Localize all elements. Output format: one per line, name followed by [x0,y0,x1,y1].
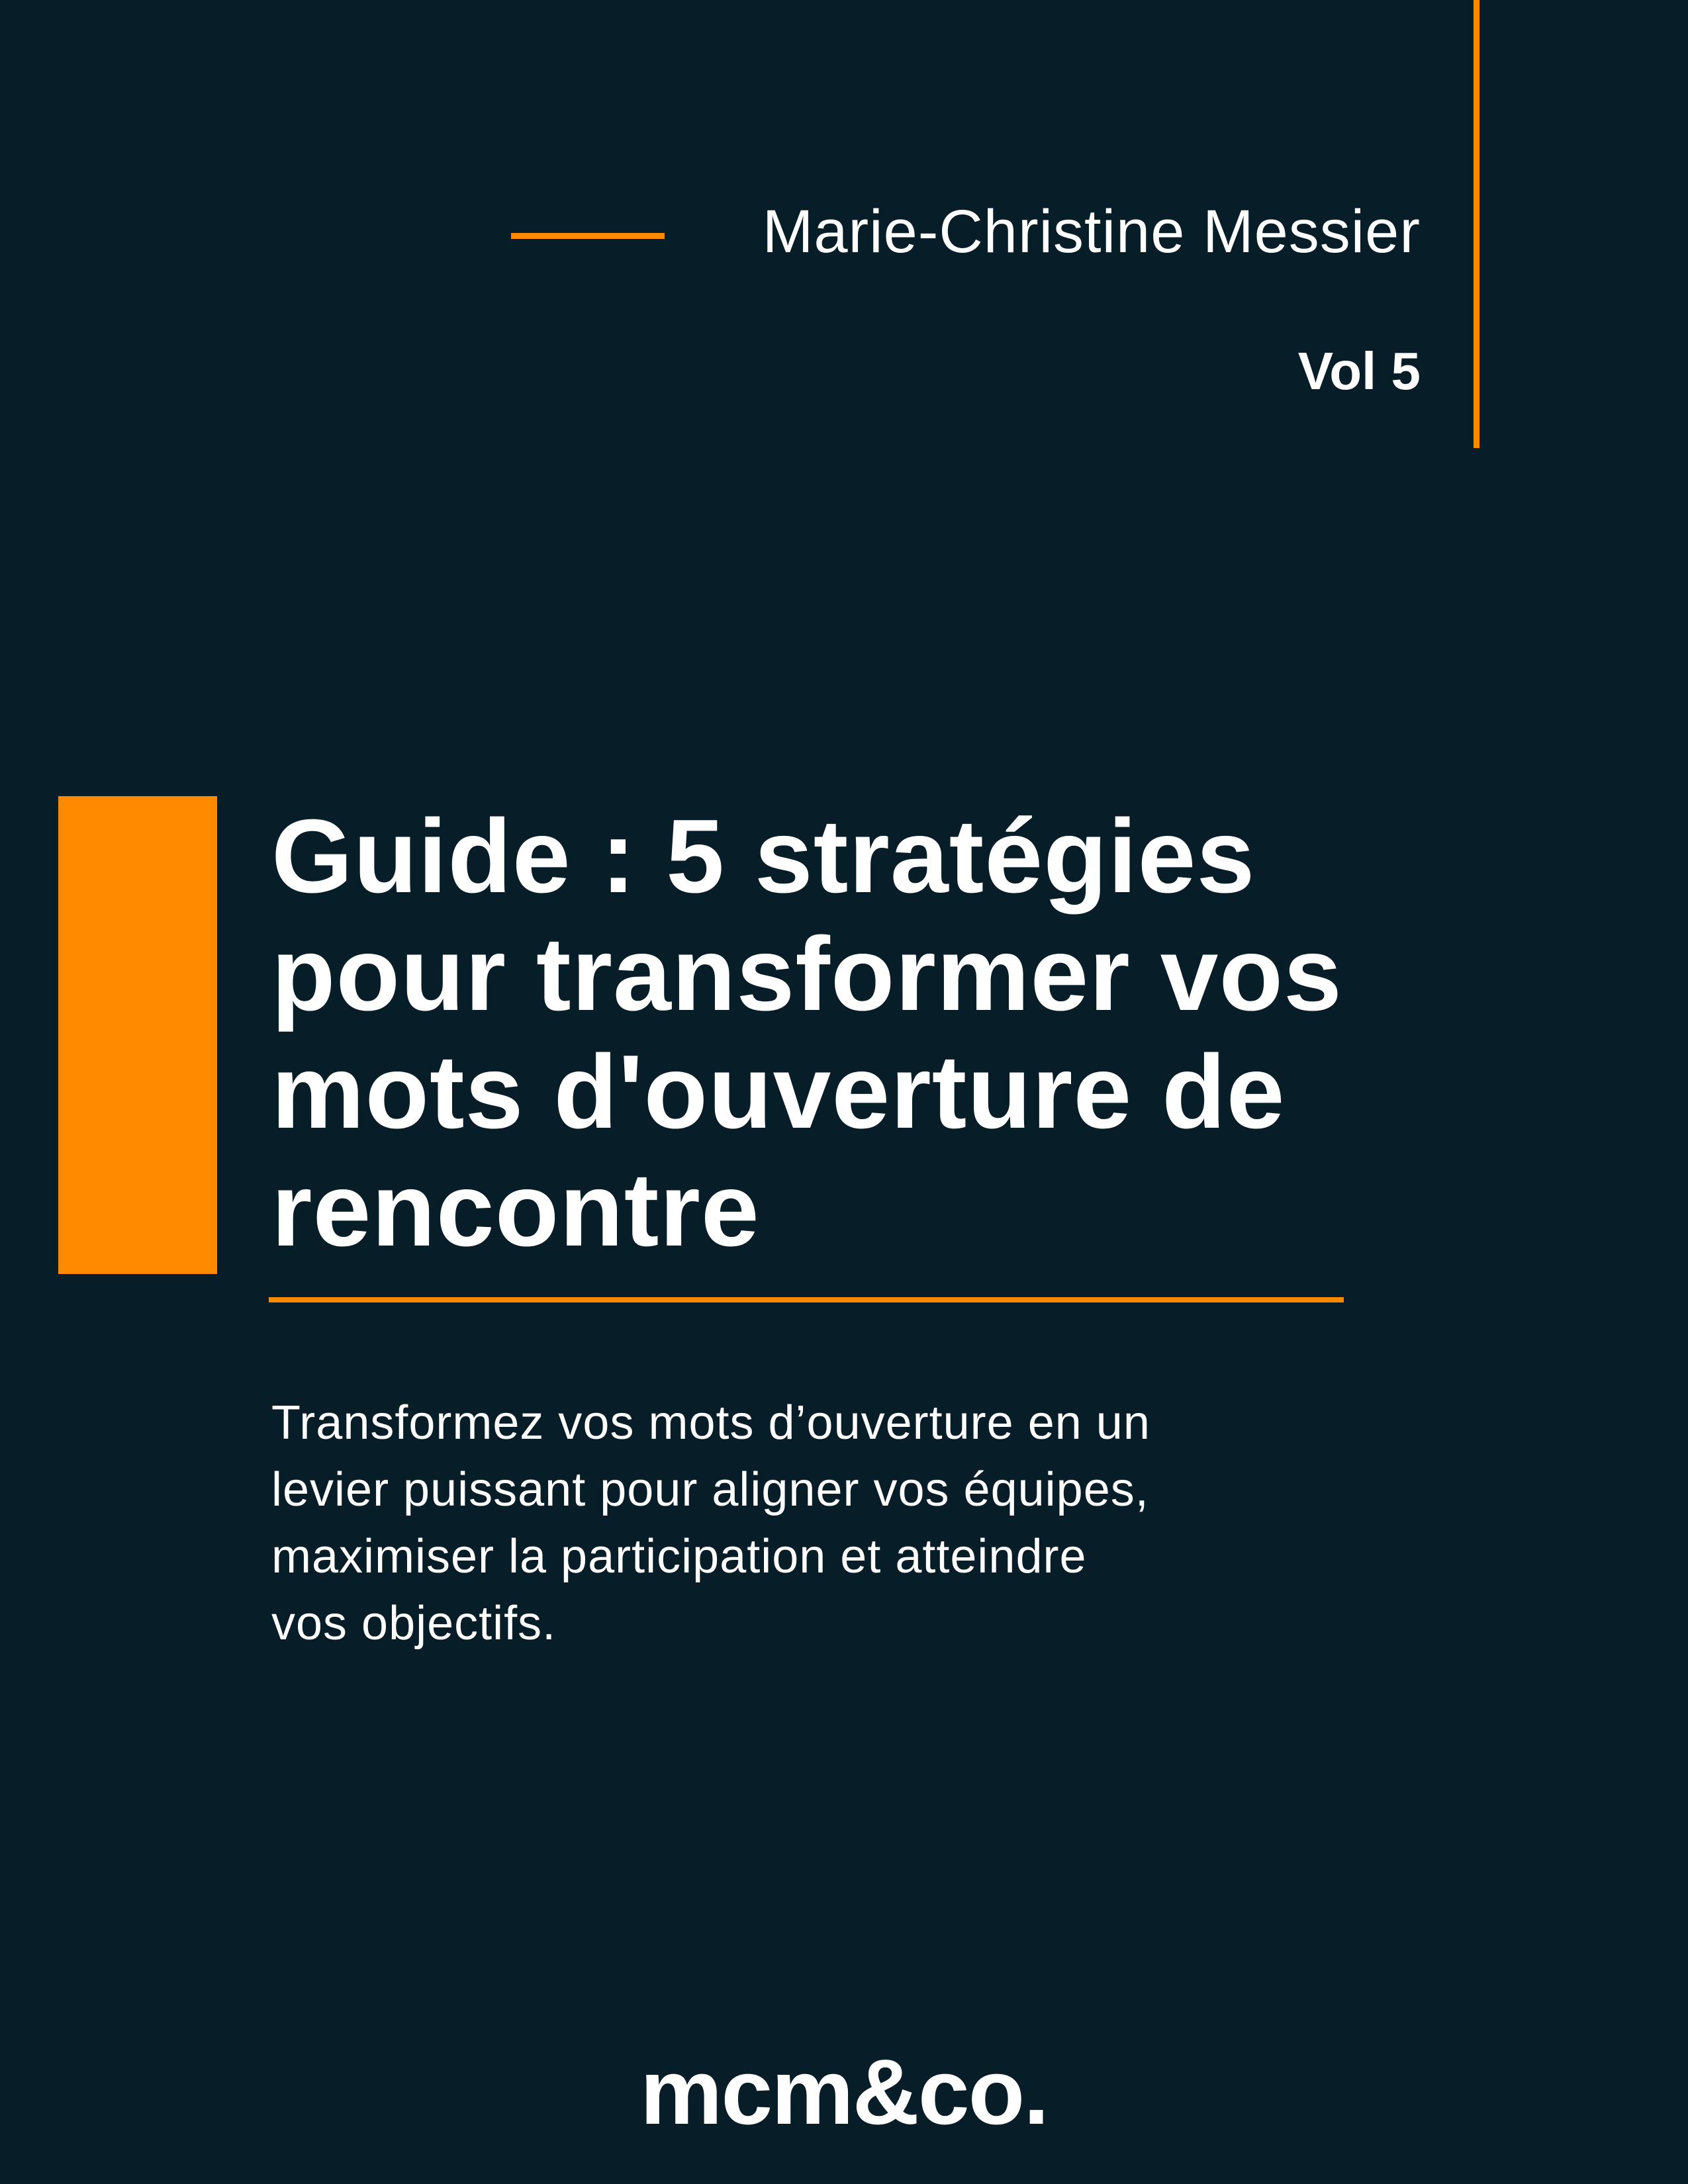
title-line: mots d'ouverture de [271,1034,1286,1150]
accent-dash [511,233,665,239]
title-line: rencontre [271,1152,760,1268]
accent-vertical-line [1474,0,1479,448]
subtitle [271,1390,1150,1657]
subtitle-line: vos objectifs. [271,1597,557,1650]
subtitle-line: levier puissant pour aligner vos équipes, [271,1463,1149,1516]
accent-block [58,796,217,1274]
brand-logo: mcm&co. [639,2040,1049,2144]
title-line: pour transformer vos [271,916,1342,1032]
volume-label: Vol 5 [1297,341,1421,400]
subtitle-line: maximiser la participation et atteindre [271,1530,1087,1583]
title-line: Guide : 5 stratégies [271,798,1256,915]
page-title [271,797,1529,1269]
title-underline [269,1297,1344,1302]
author-name: Marie-Christine Messier [762,198,1421,265]
subtitle-line: Transformez vos mots d’ouverture en un [271,1396,1150,1449]
